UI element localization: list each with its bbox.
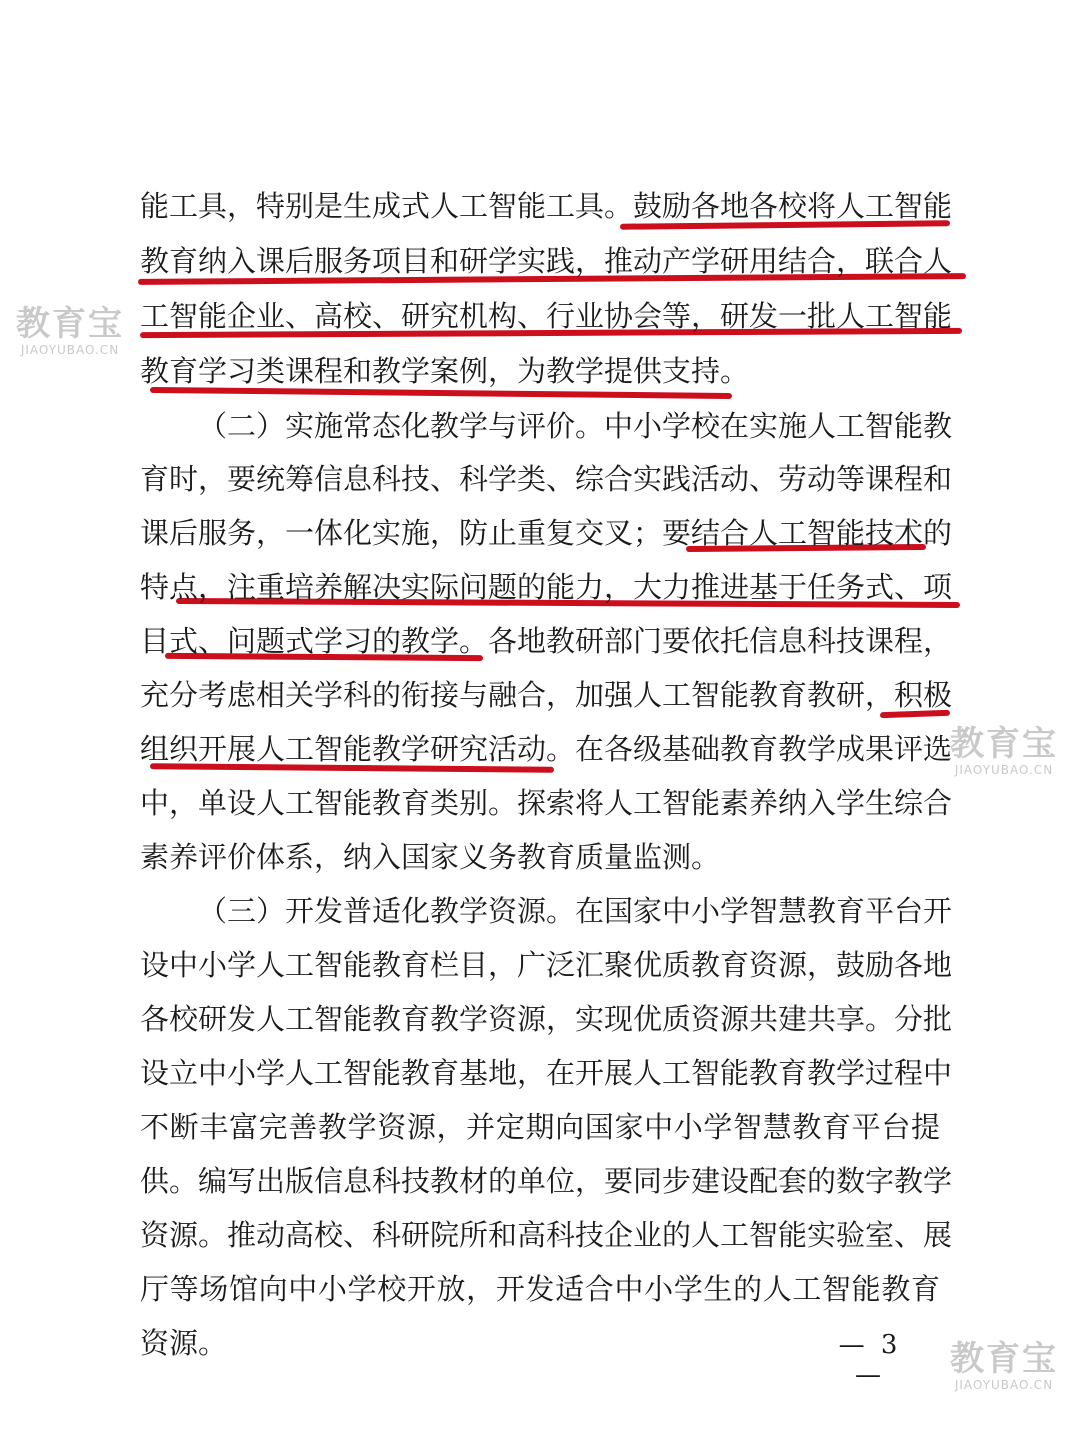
text-line: 课后服务，一体化实施，防止重复交叉；要结合人工智能技术的 (140, 516, 953, 550)
text-line: 教育学习类课程和教学案例，为教学提供支持。 (140, 354, 750, 388)
section-heading-line: （二）实施常态化教学与评价。中小学校在实施人工智能教 (198, 409, 953, 443)
watermark-url: JIAOYUBAO.CN (954, 1378, 1054, 1392)
watermark (10, 305, 130, 357)
text-line: 资源。推动高校、科研院所和高科技企业的人工智能实验室、展 (140, 1218, 953, 1252)
text-line: 特点，注重培养解决实际问题的能力，大力推进基于任务式、项 (140, 570, 953, 604)
text-line: 目式、问题式学习的教学。各地教研部门要依托信息科技课程， (140, 624, 953, 658)
text-line: 各校研发人工智能教育教学资源，实现优质资源共建共享。分批 (140, 1002, 953, 1036)
watermark-logo: 教育宝 (950, 724, 1058, 764)
text-line: 不断丰富完善教学资源，并定期向国家中小学智慧教育平台提 (140, 1110, 940, 1144)
text-line: 教育纳入课后服务项目和研学实践，推动产学研用结合，联合人 (140, 244, 953, 278)
watermark (942, 1340, 1066, 1392)
watermark-logo: 教育宝 (950, 1339, 1058, 1379)
section-heading-line: （三）开发普适化教学资源。在国家中小学智慧教育平台开 (198, 894, 953, 928)
page-number: — 3 — (838, 1330, 902, 1390)
watermark-url: JIAOYUBAO.CN (20, 343, 120, 357)
text-line: 资源。 (140, 1326, 228, 1360)
text-line: 设立中小学人工智能教育基地，在开展人工智能教育教学过程中 (140, 1056, 953, 1090)
text-line: 供。编写出版信息科技教材的单位，要同步建设配套的数字教学 (140, 1164, 953, 1198)
watermark-logo: 教育宝 (16, 304, 124, 344)
watermark-url: JIAOYUBAO.CN (954, 763, 1054, 777)
text-line: 能工具，特别是生成式人工智能工具。鼓励各地各校将人工智能 (140, 189, 953, 223)
text-line: 工智能企业、高校、研究机构、行业协会等，研发一批人工智能 (140, 299, 953, 333)
watermark (944, 725, 1064, 777)
text-line: 中，单设人工智能教育类别。探索将人工智能素养纳入学生综合 (140, 786, 953, 820)
text-line: 组织开展人工智能教学研究活动。在各级基础教育教学成果评选 (140, 732, 953, 766)
text-line: 设中小学人工智能教育栏目，广泛汇聚优质教育资源，鼓励各地 (140, 948, 953, 982)
text-line: 育时，要统筹信息科技、科学类、综合实践活动、劳动等课程和 (140, 462, 953, 496)
text-line: 充分考虑相关学科的衔接与融合，加强人工智能教育教研，积极 (140, 678, 953, 712)
text-line: 素养评价体系，纳入国家义务教育质量监测。 (140, 840, 721, 874)
text-line: 厅等场馆向中小学校开放，开发适合中小学生的人工智能教育 (140, 1272, 940, 1306)
